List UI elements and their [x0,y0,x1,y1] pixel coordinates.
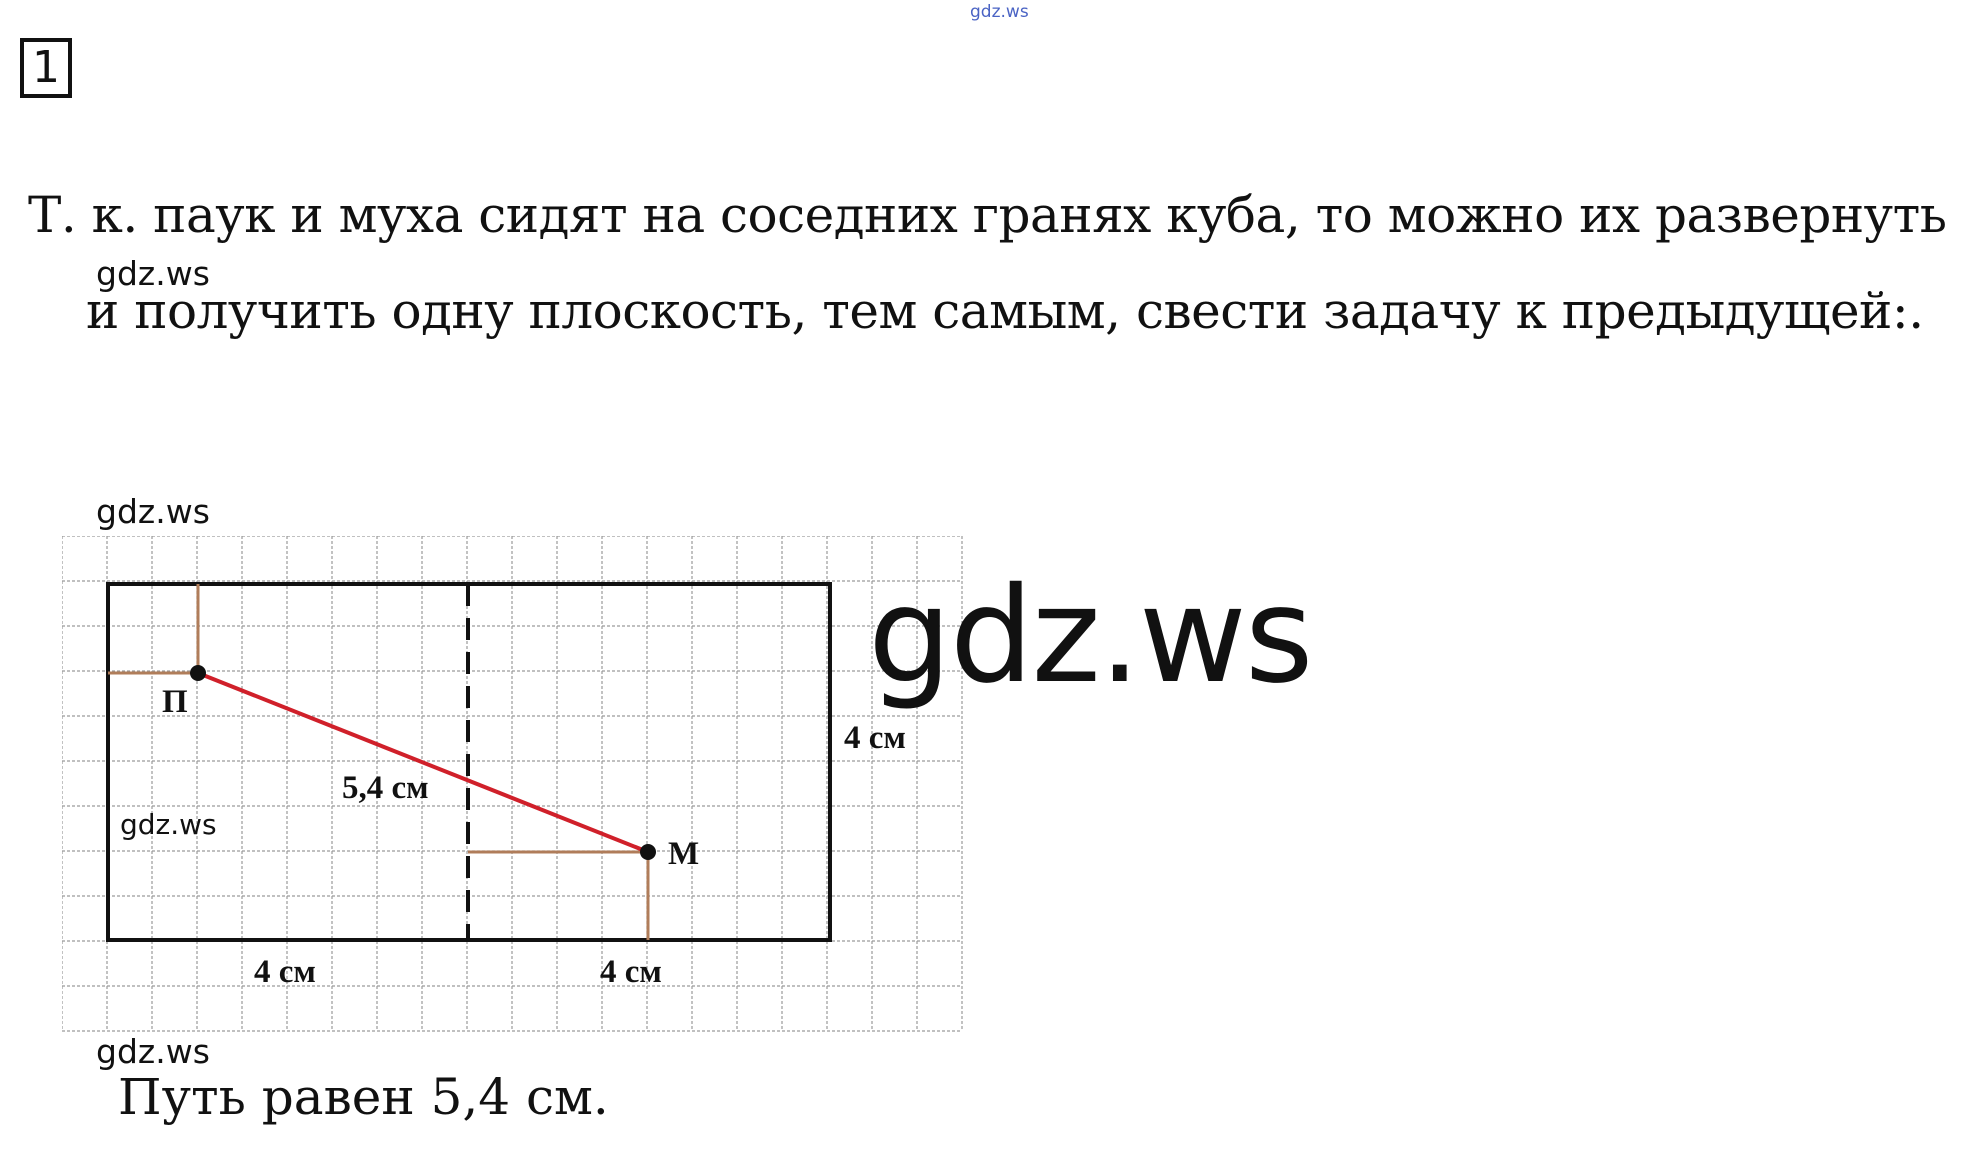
watermark-4: gdz.ws [96,1032,210,1071]
point-p-dot [190,665,206,681]
point-m-label: М [668,836,700,872]
cube-net-diagram [62,536,968,1036]
answer-text: Путь равен 5,4 см. [118,1068,609,1126]
solution-text-line-2: и получить одну плоскость, тем самым, свести задачу к предыдущей:. [86,282,1924,340]
watermark-3: gdz.ws [120,808,217,841]
point-p-label: П [162,684,188,720]
bottom-right-label: 4 см [600,954,662,990]
shortest-path-line [198,673,648,852]
path-length-label: 5,4 см [342,770,429,806]
right-side-label: 4 см [844,720,906,756]
solution-text-line-1: Т. к. паук и муха сидят на соседних гранях куба, то можно их развернуть [28,186,1947,244]
task-number: 1 [32,42,60,93]
watermark-2: gdz.ws [96,492,210,531]
task-number-box [20,38,72,98]
watermark-1: gdz.ws [96,254,210,293]
watermark-big: gdz.ws [868,559,1312,713]
point-m-dot [640,844,656,860]
watermark-top: gdz.ws [970,2,1029,22]
bottom-left-label: 4 см [254,954,316,990]
